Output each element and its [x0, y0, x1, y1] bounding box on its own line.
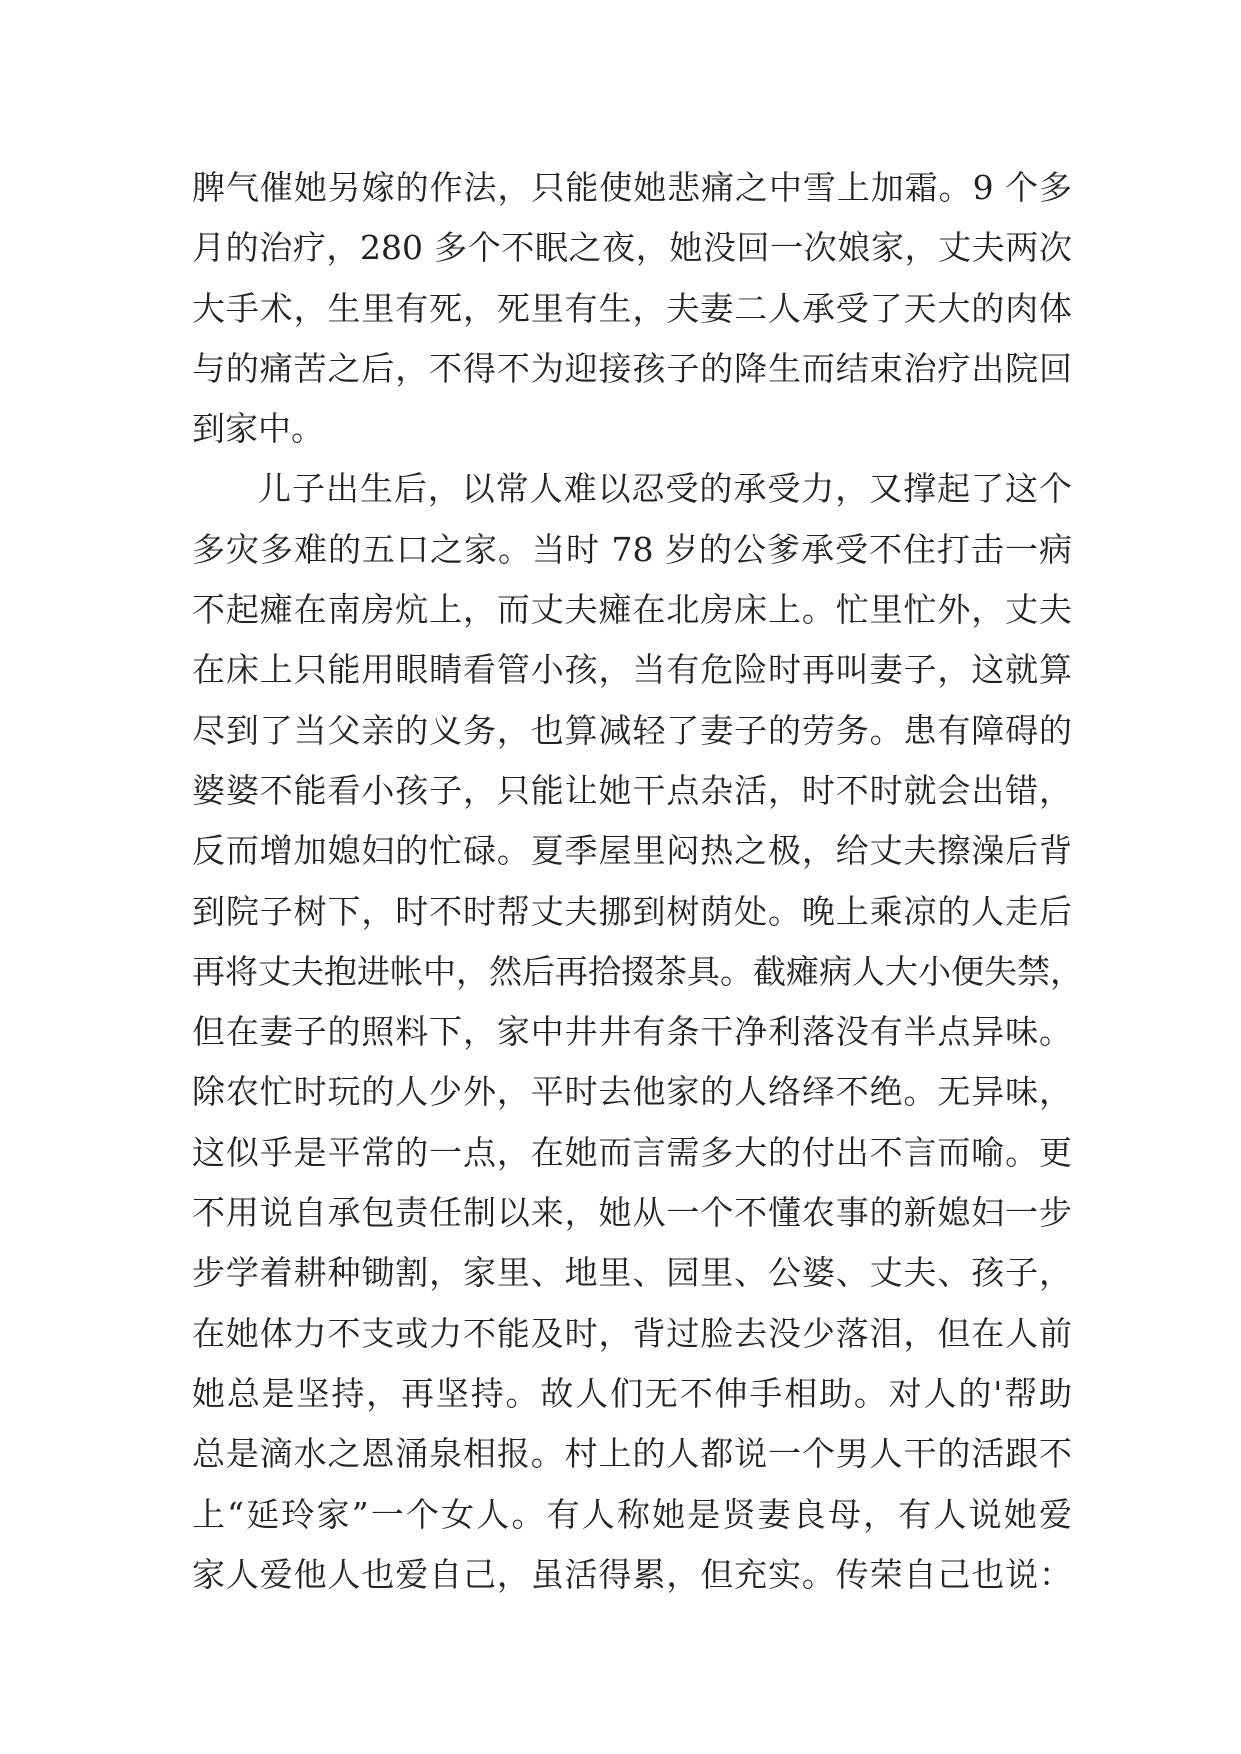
text-line: 多灾多难的五口之家。当时 78 岁的公爹承受不住打击一病 [192, 529, 1072, 569]
text-line: 总是滴水之恩涌泉相报。村上的人都说一个男人干的活跟不 [192, 1434, 1072, 1474]
text-line: 但在妻子的照料下，家中井井有条干净利落没有半点异味。 [192, 1012, 1072, 1052]
text-line: 在床上只能用眼睛看管小孩，当有危险时再叫妻子，这就算 [192, 650, 1072, 690]
text-line: 尽到了当父亲的义务，也算减轻了妻子的劳务。患有障碍的 [192, 710, 1072, 750]
body-text [192, 158, 1083, 1605]
text-line: 与的痛苦之后，不得不为迎接孩子的降生而结束治疗出院回 [192, 348, 1072, 388]
text-line: 除农忙时玩的人少外，平时去他家的人络绎不绝。无异味， [192, 1072, 1072, 1112]
text-line: 不用说自承包责任制以来，她从一个不懂农事的新媳妇一步 [192, 1193, 1072, 1233]
text-line: 在她体力不支或力不能及时，背过脸去没少落泪，但在人前 [192, 1313, 1072, 1353]
text-line: 月的治疗，280 多个不眠之夜，她没回一次娘家，丈夫两次 [192, 228, 1072, 268]
text-line: 不起瘫在南房炕上，而丈夫瘫在北房床上。忙里忙外，丈夫 [192, 590, 1072, 630]
text-line: 再将丈夫抱进帐中，然后再拾掇茶具。截瘫病人大小便失禁， [192, 951, 1083, 991]
text-line: 上“延玲家”一个女人。有人称她是贤妻良母，有人说她爱 [192, 1494, 1072, 1534]
text-line: 这似乎是平常的一点，在她而言需多大的付出不言而喻。更 [192, 1132, 1072, 1172]
text-line: 儿子出生后，以常人难以忍受的承受力，又撑起了这个 [258, 469, 1072, 509]
text-line: 反而增加媳妇的忙碌。夏季屋里闷热之极，给丈夫擦澡后背 [192, 831, 1072, 871]
text-line: 大手术，生里有死，死里有生，夫妻二人承受了天大的肉体 [192, 288, 1072, 328]
text-line: 她总是坚持，再坚持。故人们无不伸手相助。对人的'帮助 [192, 1373, 1072, 1413]
text-line: 到院子树下，时不时帮丈夫挪到树荫处。晚上乘凉的人走后 [192, 891, 1072, 931]
text-line: 家人爱他人也爱自己，虽活得累，但充实。传荣自己也说： [192, 1554, 1072, 1594]
text-line: 婆婆不能看小孩子，只能让她干点杂活，时不时就会出错， [192, 770, 1072, 810]
text-line: 脾气催她另嫁的作法，只能使她悲痛之中雪上加霜。9 个多 [192, 168, 1072, 207]
text-line: 到家中。 [192, 409, 324, 449]
text-line: 步学着耕种锄割，家里、地里、园里、公婆、丈夫、孩子， [192, 1253, 1072, 1293]
